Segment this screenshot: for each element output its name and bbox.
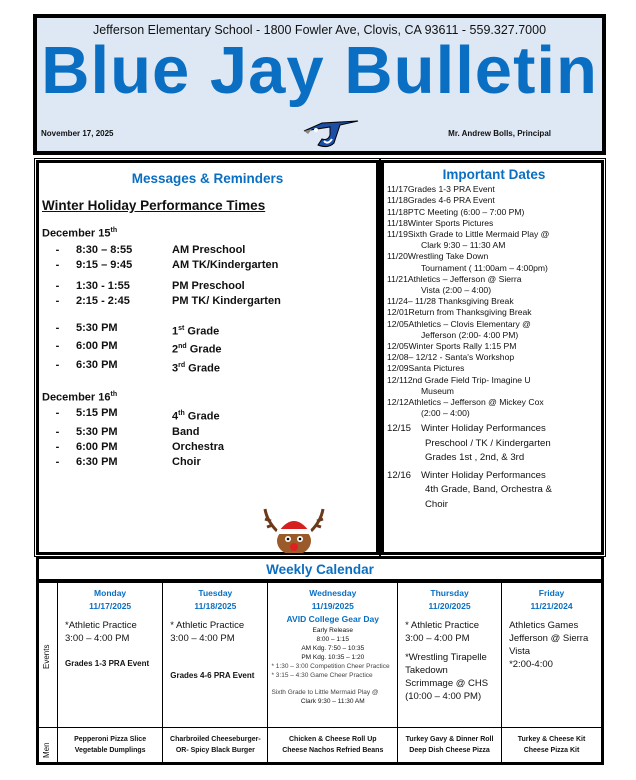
- masthead: [33, 14, 606, 155]
- date-text-continued: Museum: [421, 385, 454, 396]
- date-text: Grades 4-6 PRA Event: [407, 195, 495, 206]
- date-code: 12/15: [387, 423, 412, 435]
- bullet-dash: -: [55, 455, 60, 468]
- date-item: [387, 422, 601, 437]
- date-code: 11/21: [387, 273, 408, 284]
- date-text-continued: Grades 1st , 2nd, & 3rd: [425, 452, 525, 464]
- performance-time: 9:15 – 9:45: [76, 258, 133, 271]
- performance-time: 8:30 – 8:55: [76, 243, 133, 256]
- date-item: [387, 218, 601, 229]
- newsletter-title: Blue Jay Bulletin: [41, 33, 598, 108]
- performance-row: [39, 425, 376, 440]
- issue-date: November 17, 2025: [41, 129, 114, 138]
- date-text: Athletics – Jefferson @ Mickey Cox: [408, 397, 544, 408]
- school-address: Jefferson Elementary School - 1800 Fowler Ave, Clovis, CA 93611 - 559.327.7000: [92, 23, 547, 37]
- group-name: PM Preschool: [172, 279, 245, 292]
- date-text: Athletics – Clovis Elementary @: [408, 318, 531, 329]
- event-line: 3:00 – 4:00 PM: [405, 633, 470, 644]
- date-code: 12/01: [387, 307, 409, 318]
- day-name: Monday: [94, 588, 127, 598]
- events: [502, 613, 601, 677]
- day-name: Thursday: [430, 588, 469, 598]
- ordinal-suffix: th: [178, 410, 185, 418]
- day-suffix: th: [110, 390, 118, 398]
- date-item: [387, 397, 601, 408]
- event-line: (10:00 – 4:00 PM): [405, 691, 482, 702]
- menu-item: Cheese Nachos Refried Beans: [282, 747, 384, 754]
- menu-item: OR- Spicy Black Burger: [175, 747, 255, 754]
- event-line: * 3:15 – 4:30 Game Cheer Practice: [271, 672, 373, 679]
- ordinal-suffix: nd: [178, 343, 187, 351]
- performance-time: 1:30 - 1:55: [76, 279, 130, 292]
- date-code: 12/12: [387, 397, 409, 408]
- date-code: 11/24: [387, 296, 408, 307]
- events: [58, 613, 162, 651]
- performance-date-item: [387, 469, 601, 513]
- event-line: Takedown: [405, 665, 448, 676]
- group-name: PM TK/ Kindergarten: [172, 294, 281, 307]
- performance-times-heading: Winter Holiday Performance Times: [42, 198, 266, 213]
- performance-time: 5:30 PM: [76, 321, 118, 334]
- group-rest: Grade: [185, 362, 220, 375]
- date-code: 11/19: [387, 229, 408, 240]
- performance-group: [172, 258, 278, 273]
- date-item: [387, 229, 601, 240]
- menu-item: Turkey & Cheese Kit: [517, 736, 586, 743]
- menu-item: Chicken & Cheese Roll Up: [289, 736, 377, 743]
- menu-cell: [398, 728, 502, 763]
- bullet-dash: -: [55, 279, 60, 292]
- menu-cell: [58, 728, 163, 763]
- day-header: [398, 587, 501, 613]
- performance-row: [39, 243, 376, 258]
- date-code: 12/11: [387, 374, 408, 385]
- performance-time: 6:00 PM: [76, 340, 118, 353]
- event-highlight: Grades 1-3 PRA Event: [65, 659, 150, 668]
- events: [398, 651, 501, 709]
- performance-date-item: [387, 422, 601, 466]
- events-row-label: Events: [42, 644, 51, 669]
- group-rest: Grade: [184, 325, 220, 338]
- bullet-dash: -: [55, 321, 60, 334]
- messages-heading: Messages & Reminders: [131, 171, 284, 186]
- day-label: December 15: [42, 227, 111, 240]
- performance-time: 5:15 PM: [76, 407, 118, 420]
- performance-row: [39, 440, 376, 455]
- date-text-continued: Choir: [425, 498, 448, 510]
- group-name: AM Preschool: [172, 243, 246, 256]
- principal-name: Mr. Andrew Bolls, Principal: [448, 129, 551, 138]
- performance-row: [39, 294, 376, 309]
- day-label: December 16: [42, 391, 111, 404]
- menu-row: [39, 728, 602, 763]
- day-header: [58, 587, 162, 613]
- event-line: * Athletic Practice: [405, 620, 479, 631]
- performance-group: [172, 339, 222, 358]
- group-name: AM TK/Kindergarten: [172, 258, 279, 271]
- date-item: [387, 195, 601, 206]
- reindeer-icon: [263, 501, 325, 553]
- date-code: 12/16: [387, 469, 412, 481]
- date-text: Return from Thanksgiving Break: [408, 307, 532, 318]
- date-item: [387, 363, 601, 374]
- events-row: [39, 583, 602, 728]
- performance-row: [39, 455, 376, 470]
- event-line: *Athletic Practice: [65, 620, 137, 631]
- menu-cell: [502, 728, 602, 763]
- event-line: *2:00-4:00: [509, 659, 553, 670]
- date-text: Winter Sports Pictures: [407, 217, 494, 228]
- events: [163, 613, 267, 651]
- date-text-continued: Jefferson (2:00- 4:00 PM): [421, 329, 519, 340]
- date-item: [387, 307, 601, 318]
- messages-panel: [36, 160, 379, 555]
- day-date: 11/19/2025: [311, 601, 354, 611]
- day-cell-thursday: [398, 583, 502, 728]
- menu-item: Turkey Gavy & Dinner Roll: [405, 736, 494, 743]
- date-item: [387, 375, 601, 386]
- performance-group: [172, 294, 281, 309]
- menu-cell: [268, 728, 398, 763]
- bullet-dash: -: [55, 440, 60, 453]
- date-code: 11/18: [387, 217, 408, 228]
- bullet-dash: -: [55, 407, 60, 420]
- menu-row-label: Men: [42, 742, 51, 758]
- menu-item: Cheese Pizza Kit: [523, 747, 580, 754]
- event-line: Jefferson @ Sierra: [509, 633, 589, 644]
- event-line: 3:00 – 4:00 PM: [65, 633, 130, 644]
- date-item: [387, 296, 601, 307]
- event-line: PM Kdg. 10:35 – 1:20: [301, 654, 365, 661]
- group-name: Band: [172, 425, 200, 438]
- performance-time: 6:30 PM: [76, 358, 118, 371]
- performance-day-heading: [42, 391, 376, 404]
- performance-group: [172, 321, 219, 340]
- event-line: Sixth Grade to Little Mermaid Play @: [271, 689, 379, 696]
- performance-group: [172, 243, 245, 258]
- ordinal-suffix: rd: [178, 361, 186, 369]
- date-code: 11/18: [387, 195, 408, 206]
- date-text: – 11/28 Thanksgiving Break: [407, 296, 514, 307]
- group-rest: Grade: [186, 343, 222, 356]
- bullet-dash: -: [55, 243, 60, 256]
- event-line: 8:00 – 1:15: [316, 636, 350, 643]
- performance-time: 6:00 PM: [76, 440, 118, 453]
- day-header: [268, 587, 397, 613]
- date-item: [387, 352, 601, 363]
- date-text-continued: (2:00 – 4:00): [421, 408, 470, 419]
- event-line: * Athletic Practice: [170, 620, 245, 631]
- weekly-calendar-heading: Weekly Calendar: [36, 556, 604, 582]
- date-text: Winter Holiday Performances: [421, 469, 546, 481]
- day-date: 11/21/2024: [530, 601, 573, 611]
- menu-item: Charbroiled Cheeseburger-: [170, 736, 261, 743]
- date-text-continued: Preschool / TK / Kindergarten: [425, 437, 551, 449]
- date-text-continued: Clark 9:30 – 11:30 AM: [421, 240, 506, 251]
- event-line: Clark 9:30 – 11:30 AM: [300, 698, 365, 705]
- date-text-continued: 4th Grade, Band, Orchestra &: [425, 484, 552, 496]
- important-dates-heading: Important Dates: [442, 167, 546, 182]
- date-code: 12/05: [387, 341, 409, 352]
- day-header: [502, 587, 601, 613]
- date-text: – 12/12 - Santa's Workshop: [408, 352, 515, 363]
- events: [398, 613, 501, 651]
- group-name: 3: [172, 362, 179, 375]
- event-line: Scrimmage @ CHS: [405, 678, 489, 689]
- day-name: Wednesday: [309, 588, 357, 598]
- date-text: Santa Pictures: [408, 363, 465, 374]
- performance-row: [39, 406, 376, 425]
- day-cell-friday: [502, 583, 602, 728]
- date-code: 11/20: [387, 251, 408, 262]
- date-text: PTC Meeting (6:00 – 7:00 PM): [407, 206, 525, 217]
- group-name: Orchestra: [172, 440, 224, 453]
- day-header: [163, 587, 267, 613]
- day-name: Friday: [538, 588, 565, 598]
- date-text: Winter Sports Rally 1:15 PM: [408, 341, 517, 352]
- group-name: 1: [172, 325, 179, 338]
- day-suffix: th: [110, 227, 118, 234]
- event-line: * 1:30 – 3:00 Competition Cheer Practice: [271, 663, 390, 670]
- day-cell-tuesday: [163, 583, 268, 728]
- date-item: [387, 469, 601, 484]
- performance-group: [172, 279, 245, 294]
- group-name: 2: [172, 343, 179, 356]
- date-item: [387, 274, 601, 285]
- date-item: [387, 341, 601, 352]
- performance-row: [39, 358, 376, 377]
- ordinal-suffix: st: [178, 324, 185, 332]
- performance-group: [172, 358, 220, 377]
- day-date: 11/18/2025: [194, 601, 237, 611]
- performance-time: 6:30 PM: [76, 455, 118, 468]
- date-code: 12/08: [387, 352, 409, 363]
- date-code: 11/17: [387, 184, 408, 195]
- date-code: 11/18: [387, 206, 408, 217]
- blue-jay-logo-icon: [300, 117, 360, 149]
- day-date: 11/20/2025: [428, 601, 471, 611]
- date-text: 2nd Grade Field Trip- Imagine U: [407, 374, 531, 385]
- performance-group: [172, 406, 220, 425]
- date-text: Wrestling Take Down: [407, 251, 489, 262]
- date-item: [387, 207, 601, 218]
- event-line: *Wrestling Tirapelle: [405, 652, 487, 663]
- event-line: Vista: [509, 646, 531, 657]
- date-code: 12/05: [387, 318, 409, 329]
- menu-item: Pepperoni Pizza Slice: [74, 736, 147, 743]
- performance-group: [172, 440, 224, 455]
- performance-time: 2:15 - 2:45: [76, 294, 130, 307]
- performance-group: [172, 455, 201, 470]
- bullet-dash: -: [55, 340, 60, 353]
- day-cell-wednesday: [268, 583, 398, 728]
- bullet-dash: -: [55, 358, 60, 371]
- day-name: Tuesday: [198, 588, 233, 598]
- day-theme: AVID College Gear Day: [286, 614, 379, 624]
- date-text: Grades 1-3 PRA Event: [407, 184, 495, 195]
- date-text-continued: Vista (2:00 – 4:00): [421, 285, 492, 296]
- group-rest: Grade: [184, 410, 220, 423]
- event-line: Early Release: [312, 627, 353, 634]
- performance-group: [172, 425, 200, 440]
- performance-row: [39, 321, 376, 340]
- event-line: Athletics Games: [509, 620, 579, 631]
- date-code: 12/09: [387, 363, 409, 374]
- performance-time: 5:30 PM: [76, 425, 118, 438]
- weekly-calendar: [36, 582, 604, 765]
- performance-day-heading: [42, 227, 376, 240]
- important-dates-panel: [381, 160, 604, 555]
- group-name: Choir: [172, 455, 201, 468]
- menu-item: Vegetable Dumplings: [74, 747, 146, 754]
- performance-row: [39, 258, 376, 273]
- date-text: Winter Holiday Performances: [421, 423, 546, 435]
- date-item: [387, 319, 601, 330]
- event-line: 3:00 – 4:00 PM: [170, 633, 235, 644]
- day-cell-monday: [58, 583, 163, 728]
- menu-cell: [163, 728, 268, 763]
- bullet-dash: -: [55, 294, 60, 307]
- bullet-dash: -: [55, 258, 60, 271]
- date-text: Sixth Grade to Little Mermaid Play @: [407, 229, 550, 240]
- performance-row: [39, 339, 376, 358]
- date-item: [387, 184, 601, 195]
- event-highlight: Grades 4-6 PRA Event: [170, 671, 255, 680]
- day-date: 11/17/2025: [89, 601, 132, 611]
- wednesday-events: [268, 626, 397, 706]
- date-item: [387, 251, 601, 262]
- group-name: 4: [172, 410, 179, 423]
- menu-item: Deep Dish Cheese Pizza: [409, 747, 490, 754]
- date-text-continued: Tournament ( 11:00am – 4:00pm): [421, 262, 548, 273]
- bullet-dash: -: [55, 425, 60, 438]
- event-line: AM Kdg. 7:50 – 10:35: [301, 645, 365, 652]
- date-text: Athletics – Jefferson @ Sierra: [407, 273, 522, 284]
- performance-row: [39, 279, 376, 294]
